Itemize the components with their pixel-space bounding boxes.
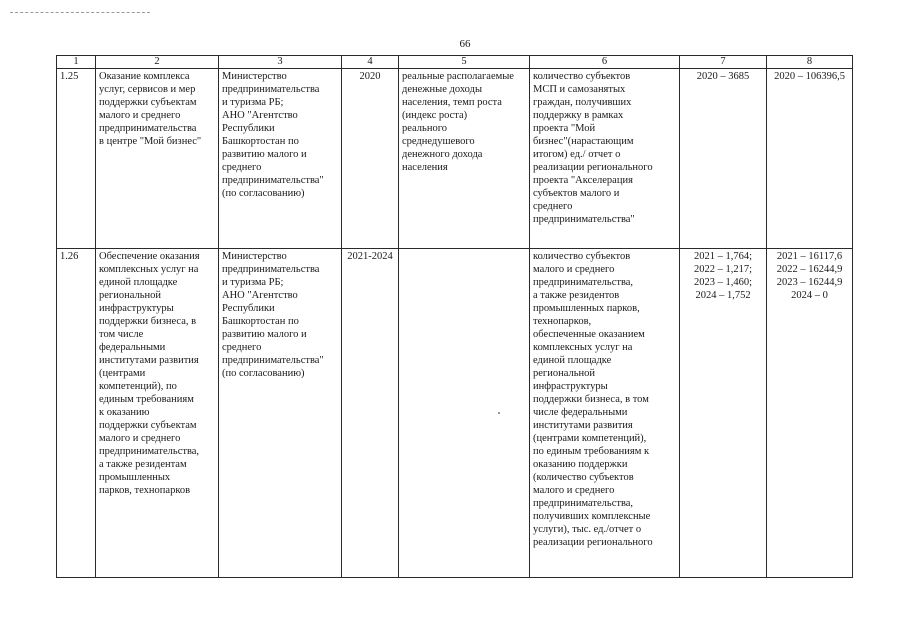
column-number-5: 5 (399, 56, 530, 69)
column-number-1: 1 (57, 56, 96, 69)
table-header-row (57, 56, 853, 69)
measure-name: Обеспечение оказания комплексных услуг на единой площадке региональной инфраструктуры поддержки бизнеса, в том числе федеральными институтами развития (центрами компетенций), по единым требованиям к оказанию поддержки субъектам малого и среднего предпринимательства, а также резидентам промышленных парков, технопарков (96, 249, 219, 578)
period: 2020 (342, 69, 399, 249)
page-number: 66 (459, 38, 471, 50)
indicator-values: 2021 – 1,764; 2022 – 1,217; 2023 – 1,460; 2024 – 1,752 (680, 249, 767, 578)
measure-name: Оказание комплекса услуг, сервисов и мер поддержки субъектам малого и среднего предпринимательства в центре "Мой бизнес" (96, 69, 219, 249)
column-number-7: 7 (680, 56, 767, 69)
result-indicator: количество субъектов МСП и самозанятых граждан, получивших поддержку в рамках проекта "Мой бизнес"(нарастающим итогом) ед./ отчет о реализации регионального проекта "Акселерация субъектов малого и среднего предпринимательства" (530, 69, 680, 249)
result-indicator: количество субъектов малого и среднего предпринимательства, а также резидентов промышленных парков, технопарков, обеспеченные оказанием комплексных услуг на единой площадке региональной инфраструктуры поддержки бизнеса, в том числе федеральными институтами развития (центрами компетенций), по единым требованиям к оказанию поддержки (количество субъектов малого и среднего предпринимательства, получивших комплексные услуги), тыс. ед./отчет о реализации регионального (530, 249, 680, 578)
table-row (57, 249, 853, 578)
funding-values: 2021 – 16117,6 2022 – 16244,9 2023 – 16244,9 2024 – 0 (767, 249, 853, 578)
scan-speck (498, 412, 500, 414)
column-number-8: 8 (767, 56, 853, 69)
executor: Министерство предпринимательства и туризма РБ; АНО "Агентство Республики Башкортостан по развитию малого и среднего предпринимательства" (по согласованию) (219, 249, 342, 578)
indicator: реальные располагаемые денежные доходы населения, темп роста (индекс роста) реального среднедушевого денежного дохода населения (399, 69, 530, 249)
row-number: 1.26 (57, 249, 96, 578)
column-number-3: 3 (219, 56, 342, 69)
column-number-6: 6 (530, 56, 680, 69)
measures-table (56, 55, 853, 578)
column-number-2: 2 (96, 56, 219, 69)
funding-values: 2020 – 106396,5 (767, 69, 853, 249)
indicator (399, 249, 530, 578)
executor: Министерство предпринимательства и туризма РБ; АНО "Агентство Республики Башкортостан по развитию малого и среднего предпринимательства" (по согласованию) (219, 69, 342, 249)
period: 2021-2024 (342, 249, 399, 578)
column-number-4: 4 (342, 56, 399, 69)
indicator-values: 2020 – 3685 (680, 69, 767, 249)
table-row (57, 69, 853, 249)
row-number: 1.25 (57, 69, 96, 249)
header-rule (10, 12, 150, 13)
